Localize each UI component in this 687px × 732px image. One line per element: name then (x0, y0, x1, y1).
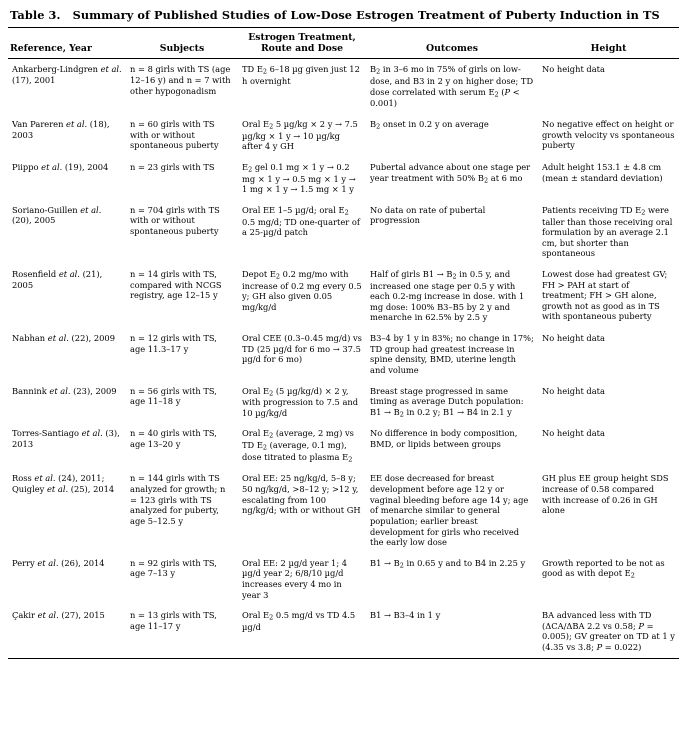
table-row (8, 605, 679, 658)
cell-treatment: Oral $E_2$ 5 µg/kg × 2 y → 7.5 µg/kg × 1 y → 10 µg/kg after 4 y GH (242, 119, 358, 152)
cell-subjects: n = 92 girls with TS, age 7–13 y (130, 557, 217, 579)
table-row (8, 157, 679, 200)
column-header-reference: Reference, Year (8, 28, 126, 59)
table-title: Summary of Published Studies of Low-Dose Estrogen Treatment of Puberty Induction in TS (72, 8, 660, 22)
cell-reference: Perry et al. (26), 2014 (12, 557, 105, 568)
cell-height: BA advanced less with TD (ΔCA/ΔBA 2.2 vs 0.58; P = 0.005); GV greater on TD at 1 y (4.35 vs 3.8; P = 0.022) (538, 605, 679, 658)
table-row (8, 381, 679, 424)
cell-reference: Van Pareren et al. (18), 2003 (12, 119, 110, 140)
cell-height: No height data (542, 333, 605, 344)
table-number: Table 3. (10, 8, 61, 22)
cell-height: No height data (542, 64, 605, 75)
cell-outcomes: $B_2$ onset in 0.2 y on average (370, 119, 489, 131)
cell-subjects: n = 704 girls with TS with or without spontaneous puberty (130, 204, 220, 237)
column-header-subjects: Subjects (126, 28, 238, 59)
cell-height: Lowest dose had greatest GV; FH > PAH at start of treatment; FH > GH alone, growth not as good as in TS with spontaneous puberty (542, 268, 668, 322)
cell-reference: Ross et al. (24), 2011; Quigley et al. (25), 2014 (12, 473, 115, 495)
cell-treatment: Oral $E_2$ (average, 2 mg) vs TD $E_2$ (average, 0.1 mg), dose titrated to plasma $E_2$ (242, 428, 354, 464)
cell-outcomes: Breast stage progressed in same timing as average Dutch population: $B1 \to B_2$ in 0.2 y; B1 → B4 in 2.1 y (370, 385, 524, 419)
cell-subjects: n = 40 girls with TS, age 13–20 y (130, 428, 217, 450)
cell-treatment: Oral EE 1–5 µg/d; oral $E_2$ 0.5 mg/d; TD one-quarter of a 25-µg/d patch (242, 204, 360, 238)
cell-reference: Ankarberg-Lindgren et al. (17), 2001 (12, 64, 122, 86)
cell-outcomes: Pubertal advance about one stage per year treatment with 50% $B_2$ at 6 mo (370, 161, 531, 184)
cell-subjects: n = 56 girls with TS, age 11–18 y (130, 385, 217, 407)
cell-height: No height data (542, 385, 605, 396)
studies-table (8, 27, 679, 659)
column-header-treatment (238, 28, 366, 59)
cell-subjects: n = 144 girls with TS analyzed for growth; n = 123 girls with TS analyzed for puberty, age 5–12.5 y (130, 473, 226, 526)
cell-subjects: n = 12 girls with TS, age 11.3–17 y (130, 333, 217, 354)
cell-outcomes: No data on rate of pubertal progression (370, 204, 486, 226)
table-row (8, 114, 679, 157)
cell-reference: Piippo et al. (19), 2004 (12, 161, 109, 172)
table-row (8, 328, 679, 380)
table-row (8, 468, 679, 552)
column-header-treatment-line2: Route and Dose (260, 43, 344, 55)
cell-treatment: Depot $E_2$ 0.2 mg/mo with increase of 0.2 mg every 0.5 y; GH also given 0.05 mg/kg/d (242, 268, 362, 312)
table-row (8, 553, 679, 605)
cell-subjects: n = 13 girls with TS, age 11–17 y (126, 605, 238, 658)
cell-outcomes: EE dose decreased for breast development before age 12 y or vaginal bleeding before age 14 y; age of menarche similar to general population; earlier breast development for girls who received the early low dose (370, 473, 529, 548)
table-row (8, 59, 679, 114)
cell-outcomes: B1 → B3–4 in 1 y (366, 605, 538, 658)
cell-height: No negative effect on height or growth velocity vs spontaneous puberty (542, 119, 675, 151)
cell-subjects: n = 8 girls with TS (age 12–16 y) and n = 7 with other hypogonadism (130, 64, 231, 96)
column-header-outcomes: Outcomes (366, 28, 538, 59)
cell-outcomes: B3–4 by 1 y in 83%; no change in 17%; TD group had greatest increase in spine density, BMD, uterine length and volume (370, 333, 534, 375)
cell-outcomes: $B1 \to B_2$ in 0.65 y and to B4 in 2.25 y (370, 557, 526, 570)
cell-treatment: Oral $E_2$ (5 µg/kg/d) × 2 y, with progression to 7.5 and 10 µg/kg/d (242, 385, 359, 418)
cell-treatment: Oral EE: 2 µg/d year 1; 4 µg/d year 2; 6/8/10 µg/d increases every 4 mo in year 3 (242, 557, 348, 600)
cell-height: Patients receiving TD $E_2$ were taller than those receiving oral formulation by an average 2.1 cm, but shorter than spontaneous (542, 204, 673, 259)
cell-outcomes: No difference in body composition, BMD, or lipids between groups (370, 428, 518, 450)
cell-subjects: n = 23 girls with TS (130, 161, 215, 172)
table-row (8, 200, 679, 264)
table-caption (8, 6, 679, 27)
cell-height: No height data (542, 428, 605, 439)
cell-treatment: TD $E_2$ 6–18 µg given just 12 h overnight (242, 64, 360, 87)
cell-subjects: n = 60 girls with TS with or without spontaneous puberty (130, 119, 219, 151)
cell-reference: Nabhan et al. (22), 2009 (12, 333, 115, 344)
cell-height: GH plus EE group height SDS increase of 0.58 compared with increase of 0.26 in GH alone (542, 473, 669, 516)
column-header-treatment-line1: Estrogen Treatment, (248, 32, 356, 44)
cell-height: Adult height 153.1 ± 4.8 cm (mean ± standard deviation) (542, 161, 663, 183)
cell-treatment: Oral CEE (0.3–0.45 mg/d) vs TD (25 µg/d for 6 mo → 37.5 µg/d for 6 mo) (242, 333, 362, 365)
table-body (8, 59, 679, 658)
cell-height: Growth reported to be not as good as with depot $E_2$ (542, 557, 665, 580)
table-row (8, 264, 679, 328)
cell-treatment: $E_2$ gel 0.1 mg × 1 y → 0.2 mg × 1 y → 0.5 mg × 1 y → 1 mg × 1 y → 1.5 mg × 1 y (242, 161, 356, 195)
cell-outcomes: Half of girls $B1 \to B_2$ in 0.5 y, and increased one stage per 0.5 y with each 0.2-mg increase in dose. with 1 mg dose: 100% B3–B5 by 2 y and menarche in 62.5% by 2.5 y (370, 268, 525, 323)
cell-subjects: n = 14 girls with TS, compared with NCGS registry, age 12–15 y (130, 268, 222, 301)
cell-reference: Bannink et al. (23), 2009 (12, 385, 117, 396)
table-header (8, 28, 679, 59)
cell-reference: Torres-Santiago et al. (3), 2013 (12, 428, 120, 450)
cell-reference: Soriano-Guillen et al. (20), 2005 (12, 204, 102, 226)
cell-reference: Çakir et al. (27), 2015 (8, 605, 126, 658)
cell-treatment: Oral $E_2$ 0.5 mg/d vs TD 4.5 µg/d (238, 605, 366, 658)
cell-treatment: Oral EE: 25 ng/kg/d, 5–8 y; 50 ng/kg/d, >8–12 y; >12 y, escalating from 100 ng/kg/d; with or without GH (242, 473, 361, 516)
table-row (8, 423, 679, 468)
column-header-height: Height (538, 28, 679, 59)
cell-outcomes: $B_2$ in 3–6 mo in 75% of girls on low-dose, and B3 in 2 y on higher dose; TD dose correlated with serum $E_2$ (P < 0.001) (370, 64, 534, 109)
cell-reference: Rosenfield et al. (21), 2005 (12, 268, 103, 290)
